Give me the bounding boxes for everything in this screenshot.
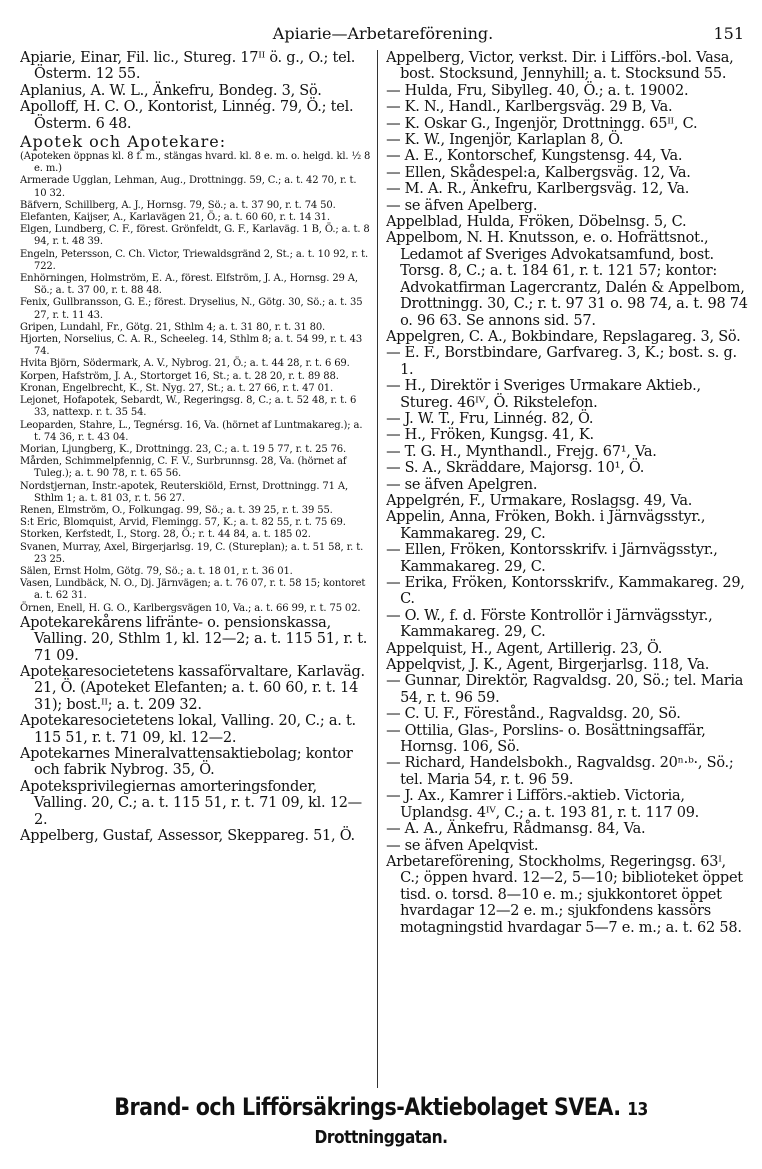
directory-entry: — Gunnar, Direktör, Ragvaldsg. 20, Sö.; tel. Maria 54, r. t. 96 59. bbox=[386, 673, 744, 706]
directory-entry: — A. E., Kontorschef, Kungstensg. 44, Va. bbox=[386, 148, 683, 165]
directory-entry: Sälen, Ernst Holm, Götg. 79, Sö.; a. t. 18 01, r. t. 36 01. bbox=[20, 565, 293, 577]
directory-entry: Apotekaresocietetens lokal, Valling. 20, C.; a. t. 115 51, r. t. 71 09, kl. 12—2. bbox=[20, 713, 356, 746]
directory-entry: Appelin, Anna, Fröken, Bokh. i Järnvägsstyr., Kammakareg. 29, C. bbox=[386, 509, 706, 542]
directory-entry: Apiarie, Einar, Fil. lic., Stureg. 17ᴵᴵ ö. g., Ö.; tel. Österm. 12 55. bbox=[20, 50, 356, 83]
directory-entry: Appelberg, Gustaf, Assessor, Skeppareg. 51, Ö. bbox=[20, 828, 355, 845]
directory-entry: Örnen, Enell, H. G. O., Karlbergsvägen 10, Va.; a. t. 66 99, r. t. 75 02. bbox=[20, 602, 361, 614]
directory-entry: Arbetareförening, Stockholms, Regeringsg. 63ᴵ, C.; öppen hvard. 12—2, 5—10; biblioteket öppet tisd. o. torsd. 8—10 e. m.; sjukkontoret öppet hvardagar 12—2 e. m.; sjukfondens kassörs motagningstid hvardagar 5—7 e. m.; a. t. 62 58. bbox=[386, 853, 743, 936]
directory-entry: Hjorten, Norselius, C. A. R., Scheeleg. 14, Sthlm 8; a. t. 54 99, r. t. 43 74. bbox=[20, 334, 363, 358]
directory-entry: Vasen, Lundbäck, N. O., Dj. Järnvägen; a. t. 76 07, r. t. 58 15; kontoret a. t. 62 31. bbox=[20, 578, 366, 602]
directory-entry: Korpen, Hafström, J. A., Stortorget 16, St.; a. t. 28 20, r. t. 89 88. bbox=[20, 370, 339, 382]
directory-entry: Appelquist, H., Agent, Artillerig. 23, Ö. bbox=[386, 640, 663, 657]
section-heading: Apotek och Apotekare: bbox=[20, 132, 227, 152]
left-column bbox=[20, 50, 378, 1088]
page-number: 151 bbox=[713, 24, 744, 43]
directory-entry: (Apoteken öppnas kl. 8 f. m., stängas hvard. kl. 8 e. m. o. helgd. kl. ½ 8 e. m.) bbox=[20, 151, 371, 175]
directory-entry: — S. A., Skräddare, Majorsg. 10¹, Ö. bbox=[386, 460, 645, 477]
directory-entry: — C. U. F., Förestånd., Ragvaldsg. 20, Sö. bbox=[386, 706, 681, 723]
directory-entry: Armerade Ugglan, Lehman, Aug., Drottningg. 59, C.; a. t. 42 70, r. t. 10 32. bbox=[20, 175, 357, 199]
directory-entry: — K. W., Ingenjör, Karlaplan 8, Ö. bbox=[386, 132, 624, 149]
directory-entry: Hvita Björn, Södermark, A. V., Nybrog. 21, Ö.; a. t. 44 28, r. t. 6 69. bbox=[20, 358, 350, 370]
directory-entry: Gripen, Lundahl, Fr., Götg. 21, Sthlm 4; a. t. 31 80, r. t. 31 80. bbox=[20, 321, 326, 333]
directory-entry: — se äfven Apelgren. bbox=[386, 476, 538, 493]
directory-entry: — E. F., Borstbindare, Garfvareg. 3, K.; bost. s. g. 1. bbox=[386, 345, 737, 378]
directory-entry: Apotekaresocietetens kassaförvaltare, Karlaväg. 21, Ö. (Apoteket Elefanten; a. t. 60 60, r. t. 14 31); bost.ᴵᴵ; a. t. 209 32. bbox=[20, 663, 365, 713]
directory-entry: — Ellen, Fröken, Kontorsskrifv. i Järnvägsstyr., Kammakareg. 29, C. bbox=[386, 542, 718, 575]
directory-entry: — O. W., f. d. Förste Kontrollör i Järnvägsstyr., Kammakareg. 29, C. bbox=[386, 607, 713, 641]
directory-entry: Nordstjernan, Instr.-apotek, Reuterskiöld, Ernst, Drottningg. 71 A, Sthlm 1; a. t. 81 03, r. t. 56 27. bbox=[20, 480, 348, 504]
directory-entry: — Erika, Fröken, Kontorsskrifv., Kammakareg. 29, C. bbox=[386, 575, 745, 608]
directory-entry: Appelgrén, F., Urmakare, Roslagsg. 49, Va. bbox=[386, 492, 693, 509]
directory-entry: Morian, Ljungberg, K., Drottningg. 23, C.; a. t. 19 5 77, r. t. 25 76. bbox=[20, 443, 347, 455]
directory-entry: — K. Oskar G., Ingenjör, Drottningg. 65ᴵᴵ, C. bbox=[386, 115, 698, 132]
directory-columns bbox=[20, 50, 748, 1088]
directory-entry: — se äfven Apelqvist. bbox=[386, 837, 539, 854]
directory-entry: Aplanius, A. W. L., Änkefru, Bondeg. 3, Sö. bbox=[20, 82, 322, 99]
directory-entry: Appelbom, N. H. Knutsson, e. o. Hofrättsnot., Ledamot af Sveriges Advokatsamfund, bost. Torsg. 8, C.; a. t. 184 61, r. t. 121 57; kontor: Advokatfirman Lagercrantz, Dalén & Appelbom, Drottningg. 30, C.; r. t. 97 31 o. 98 74, a. t. 98 74 o. 96 63. Se annons sid. 57. bbox=[386, 230, 748, 329]
directory-entry: — K. N., Handl., Karlbergsväg. 29 B, Va. bbox=[386, 99, 673, 116]
directory-entry: — M. A. R., Änkefru, Karlbergsväg. 12, Va. bbox=[386, 181, 690, 198]
directory-entry: — Richard, Handelsbokh., Ragvaldsg. 20ⁿ·ᵇ·, Sö.; tel. Maria 54, r. t. 96 59. bbox=[386, 755, 734, 788]
advertisement-text: Brand- och Lifförsäkrings-Aktiebolaget SVEA. bbox=[114, 1093, 621, 1121]
directory-entry: — J. Ax., Kamrer i Lifförs.-aktieb. Victoria, Uplandsg. 4ᴵⱽ, C.; a. t. 193 81, r. t. 117 09. bbox=[386, 788, 700, 821]
directory-entry: Elgen, Lundberg, C. F., förest. Grönfeldt, G. F., Karlaväg. 1 B, Ö.; a. t. 8 94, r. t. 48 39. bbox=[20, 224, 370, 248]
directory-entry: Engeln, Petersson, C. Ch. Victor, Triewaldsgränd 2, St.; a. t. 10 92, r. t. 722. bbox=[20, 248, 369, 272]
directory-entry: Kronan, Engelbrecht, K., St. Nyg. 27, St.; a. t. 27 66, r. t. 47 01. bbox=[20, 382, 334, 394]
directory-entry: — H., Direktör i Sveriges Urmakare Aktieb., Stureg. 46ᴵⱽ, Ö. Rikstelefon. bbox=[386, 378, 701, 411]
directory-entry: — se äfven Apelberg. bbox=[386, 197, 538, 214]
directory-entry: Enhörningen, Holmström, E. A., förest. Elfström, J. A., Hornsg. 29 A, Sö.; a. t. 37 00, r. t. 88 48. bbox=[20, 273, 358, 297]
directory-entry: Mården, Schimmelpfennig, C. F. V., Surbrunnsg. 28, Va. (hörnet af Tuleg.); a. t. 90 78, r. t. 65 56. bbox=[20, 456, 347, 480]
directory-entry: Bäfvern, Schillberg, A. J., Hornsg. 79, Sö.; a. t. 37 90, r. t. 74 50. bbox=[20, 199, 336, 211]
directory-entry: Leoparden, Stahre, L., Tegnérsg. 16, Va. (hörnet af Luntmakareg.); a. t. 74 36, r. t. 43 04. bbox=[20, 419, 363, 443]
directory-entry: — Ottilia, Glas-, Porslins- o. Bosättningsaffär, Hornsg. 106, Sö. bbox=[386, 722, 706, 756]
directory-entry: Apotekarekårens lifränte- o. pensionskassa, Valling. 20, Sthlm 1, kl. 12—2; a. t. 115 51, r. t. 71 09. bbox=[20, 614, 368, 664]
directory-entry: Apolloff, H. C. O., Kontorist, Linnég. 79, Ö.; tel. Österm. 6 48. bbox=[20, 99, 354, 132]
directory-entry: Appelqvist, J. K., Agent, Birgerjarlsg. 118, Va. bbox=[386, 657, 710, 674]
directory-entry: — T. G. H., Mynthandl., Frejg. 67¹, Va. bbox=[386, 443, 657, 460]
advertisement-banner bbox=[53, 1093, 708, 1148]
directory-entry: — J. W. T., Fru, Linnég. 82, Ö. bbox=[386, 410, 594, 427]
directory-entry: S:t Eric, Blomquist, Arvid, Flemingg. 57, K.; a. t. 82 55, r. t. 75 69. bbox=[20, 517, 346, 529]
right-column bbox=[378, 50, 748, 1088]
directory-entry: Storken, Kerfstedt, I., Storg. 28, Ö.; r. t. 44 84, a. t. 185 02. bbox=[20, 529, 311, 541]
directory-entry: — Hulda, Fru, Sibylleg. 40, Ö.; a. t. 19002. bbox=[386, 82, 689, 99]
directory-entry: Appelblad, Hulda, Fröken, Döbelnsg. 5, C. bbox=[386, 214, 687, 231]
directory-entry: — H., Fröken, Kungsg. 41, K. bbox=[386, 427, 594, 444]
directory-entry: Svanen, Murray, Axel, Birgerjarlsg. 19, C. (Stureplan); a. t. 51 58, r. t. 23 25. bbox=[20, 541, 364, 565]
directory-entry: Apotekarnes Mineralvattensaktiebolag; kontor och fabrik Nybrog. 35, Ö. bbox=[20, 746, 353, 779]
directory-entry: Apoteksprivilegiernas amorteringsfonder, Valling. 20, C.; a. t. 115 51, r. t. 71 09, kl. 12—2. bbox=[20, 778, 362, 828]
running-title: Apiarie—Arbetareförening. bbox=[272, 24, 494, 43]
directory-entry: Elefanten, Kaijser, A., Karlavägen 21, Ö.; a. t. 60 60, r. t. 14 31. bbox=[20, 212, 330, 224]
advertisement-address: 13 Drottninggatan. bbox=[314, 1099, 648, 1148]
directory-entry: Appelberg, Victor, verkst. Dir. i Lifförs.-bol. Vasa, bost. Stocksund, Jennyhill; a. t. Stocksund 55. bbox=[386, 50, 734, 83]
directory-entry: — A. A., Änkefru, Rådmansg. 84, Va. bbox=[386, 821, 646, 838]
directory-entry: — Ellen, Skådespel:a, Kalbergsväg. 12, Va. bbox=[386, 164, 691, 181]
page-header bbox=[22, 24, 744, 48]
directory-entry: Renen, Elmström, O., Folkungag. 99, Sö.; a. t. 39 25, r. t. 39 55. bbox=[20, 504, 333, 516]
directory-entry: Appelgren, C. A., Bokbindare, Repslagareg. 3, Sö. bbox=[386, 328, 741, 345]
directory-entry: Lejonet, Hofapotek, Sebardt, W., Regeringsg. 8, C.; a. t. 52 48, r. t. 6 33, nattexp. r. t. 35 54. bbox=[20, 395, 357, 419]
directory-entry: Fenix, Gullbransson, G. E.; förest. Dryselius, N., Götg. 30, Sö.; a. t. 35 27, r. t. 11 43. bbox=[20, 297, 363, 321]
